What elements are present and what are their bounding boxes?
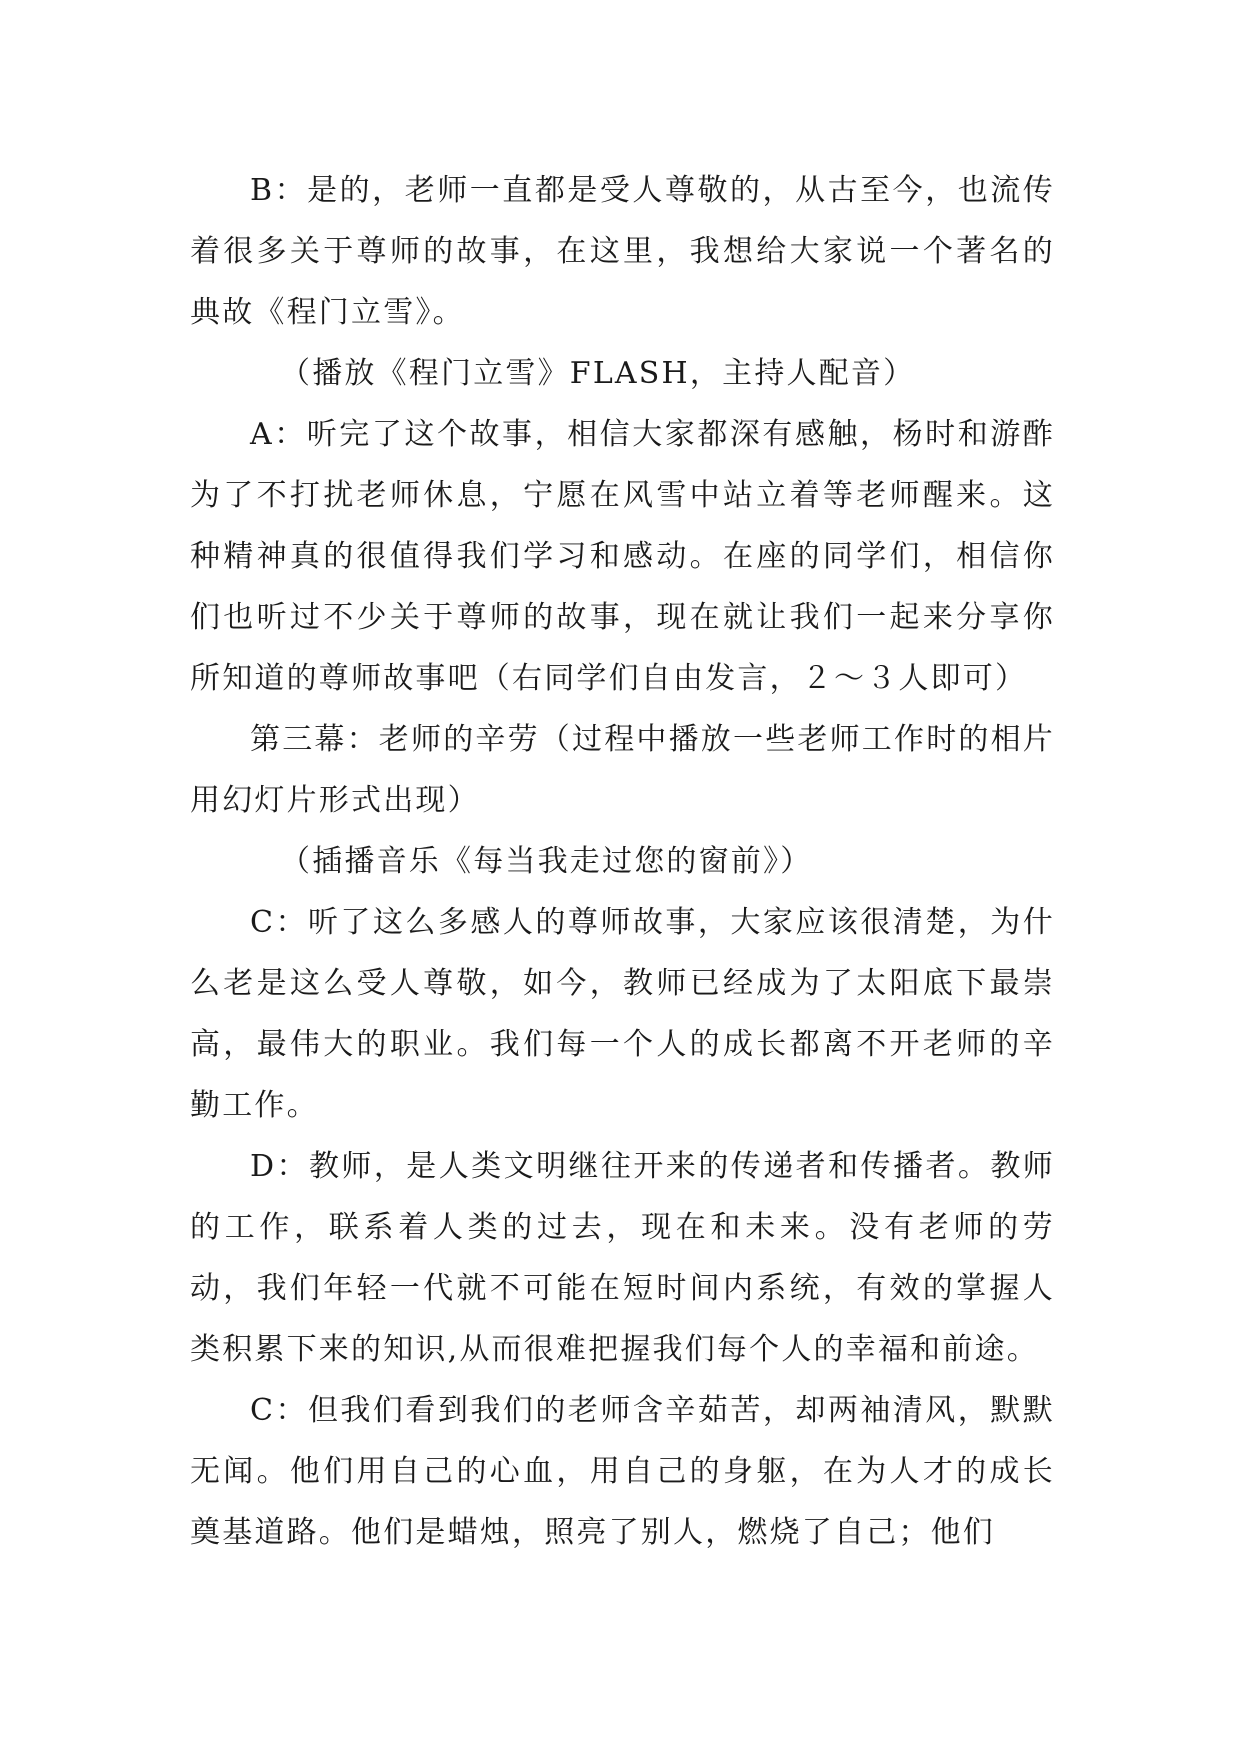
paragraph-b-intro: B：是的，老师一直都是受人尊敬的，从古至今，也流传着很多关于尊师的故事，在这里，我想给大家说一个著名的典故《程门立雪》。	[190, 173, 1055, 330]
paragraph-d-teacher: D：教师，是人类文明继往开来的传递者和传播者。教师的工作，联系着人类的过去，现在和未来。没有老师的劳动，我们年轻一代就不可能在短时间内系统，有效的掌握人类积累下来的知识,从而很难把握我们每个人的幸福和前途。	[190, 1149, 1055, 1367]
act-three-heading: 第三幕：老师的辛劳（过程中播放一些老师工作时的相片用幻灯片形式出现）	[190, 722, 1055, 818]
paragraph-a-story: A：听完了这个故事，相信大家都深有感触，杨时和游酢为了不打扰老师休息，宁愿在风雪中站立着等老师醒来。这种精神真的很值得我们学习和感动。在座的同学们，相信你们也听过不少关于尊师的故事，现在就让我们一起来分享你所知道的尊师故事吧（右同学们自由发言，２～３人即可）	[190, 417, 1055, 696]
paragraph-c-candle: C：但我们看到我们的老师含辛茹苦，却两袖清风，默默无闻。他们用自己的心血，用自己的身躯，在为人才的成长奠基道路。他们是蜡烛，照亮了别人，燃烧了自己；他们	[190, 1393, 1055, 1550]
document-body	[190, 160, 1055, 1563]
stage-note-music: （插播音乐《每当我走过您的窗前》）	[280, 844, 813, 879]
stage-note-flash: （播放《程门立雪》FLASH，主持人配音）	[280, 356, 916, 391]
paragraph-c-respect: C：听了这么多感人的尊师故事，大家应该很清楚，为什么老是这么受人尊敬，如今，教师已经成为了太阳底下最崇高，最伟大的职业。我们每一个人的成长都离不开老师的辛勤工作。	[190, 905, 1055, 1123]
